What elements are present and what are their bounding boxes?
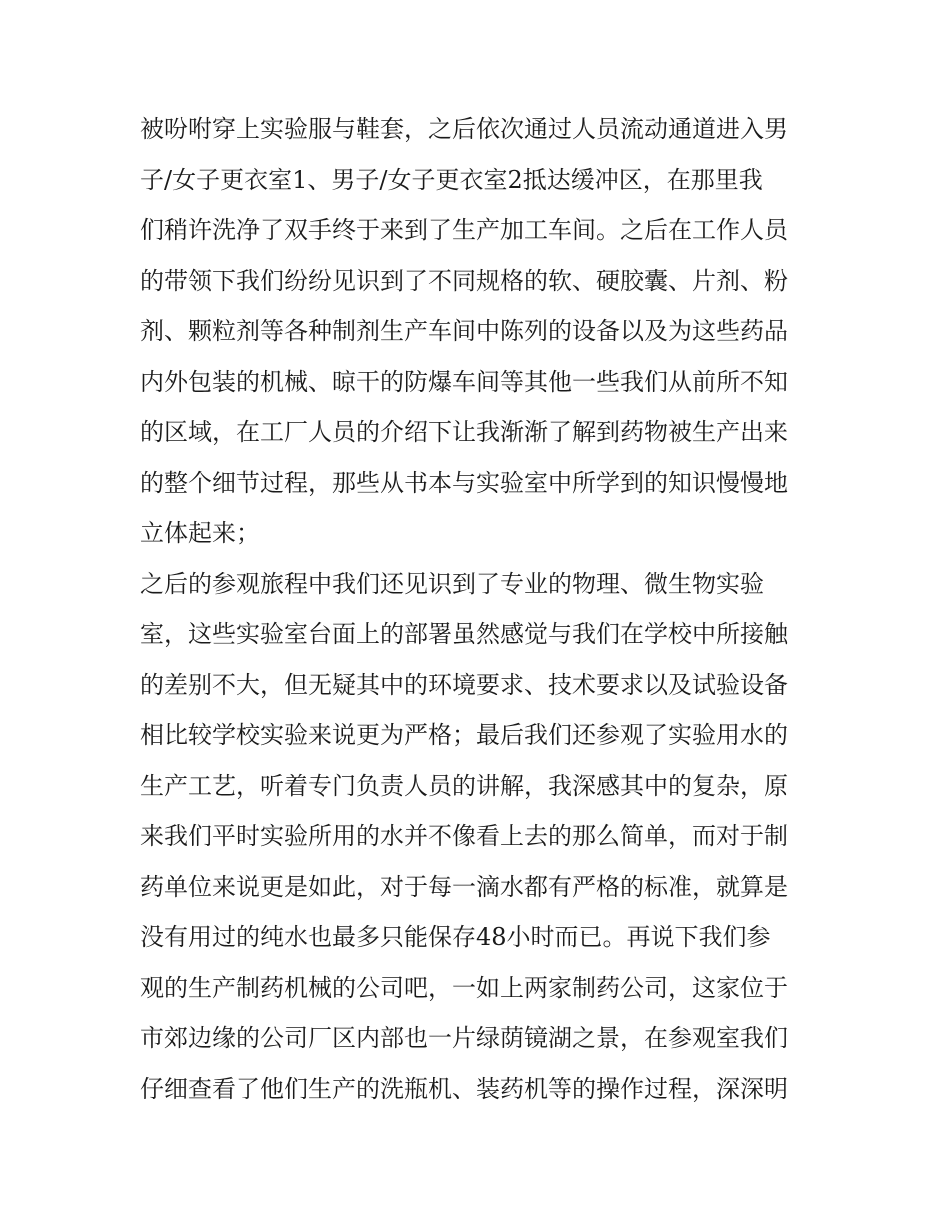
text-line: 市郊边缘的公司厂区内部也一片绿荫镜湖之景，在参观室我们	[140, 1024, 788, 1052]
text-line: 的区域，在工厂人员的介绍下让我渐渐了解到药物被生产出来	[140, 418, 788, 446]
text-line: 们稍许洗净了双手终于来到了生产加工车间。之后在工作人员	[140, 216, 788, 244]
text-line: 生产工艺，听着专门负责人员的讲解，我深感其中的复杂，原	[140, 771, 788, 800]
text-line: 被吩咐穿上实验服与鞋套，之后依次通过人员流动通道进入男	[140, 115, 788, 143]
text-line: 没有用过的纯水也最多只能保存48小时而已。再说下我们参	[140, 923, 771, 951]
text-line: 药单位来说更是如此，对于每一滴水都有严格的标准，就算是	[140, 872, 788, 901]
text-line: 观的生产制药机械的公司吧，一如上两家制药公司，这家位于	[140, 973, 788, 1002]
text-line: 相比较学校实验来说更为严格；最后我们还参观了实验用水的	[140, 721, 788, 749]
text-line: 的带领下我们纷纷见识到了不同规格的软、硬胶囊、片剂、粉	[140, 266, 788, 295]
body-text	[140, 104, 820, 1114]
text-line: 剂、颗粒剂等各种制剂生产车间中陈列的设备以及为这些药品	[140, 317, 788, 345]
text-line: 立体起来；	[140, 519, 260, 547]
text-line: 之后的参观旅程中我们还见识到了专业的物理、微生物实验	[140, 569, 764, 598]
text-line: 来我们平时实验所用的水并不像看上去的那么简单，而对于制	[140, 822, 788, 850]
text-line: 仔细查看了他们生产的洗瓶机、装药机等的操作过程，深深明	[140, 1074, 788, 1103]
text-line: 的差别不大，但无疑其中的环境要求、技术要求以及试验设备	[140, 670, 788, 699]
text-line: 的整个细节过程，那些从书本与实验室中所学到的知识慢慢地	[140, 468, 788, 497]
text-line: 室，这些实验室台面上的部署虽然感觉与我们在学校中所接触	[140, 620, 788, 648]
text-line: 子/女子更衣室1、男子/女子更衣室2抵达缓冲区，在那里我	[140, 165, 763, 194]
text-line: 内外包装的机械、晾干的防爆车间等其他一些我们从前所不知	[140, 367, 788, 396]
